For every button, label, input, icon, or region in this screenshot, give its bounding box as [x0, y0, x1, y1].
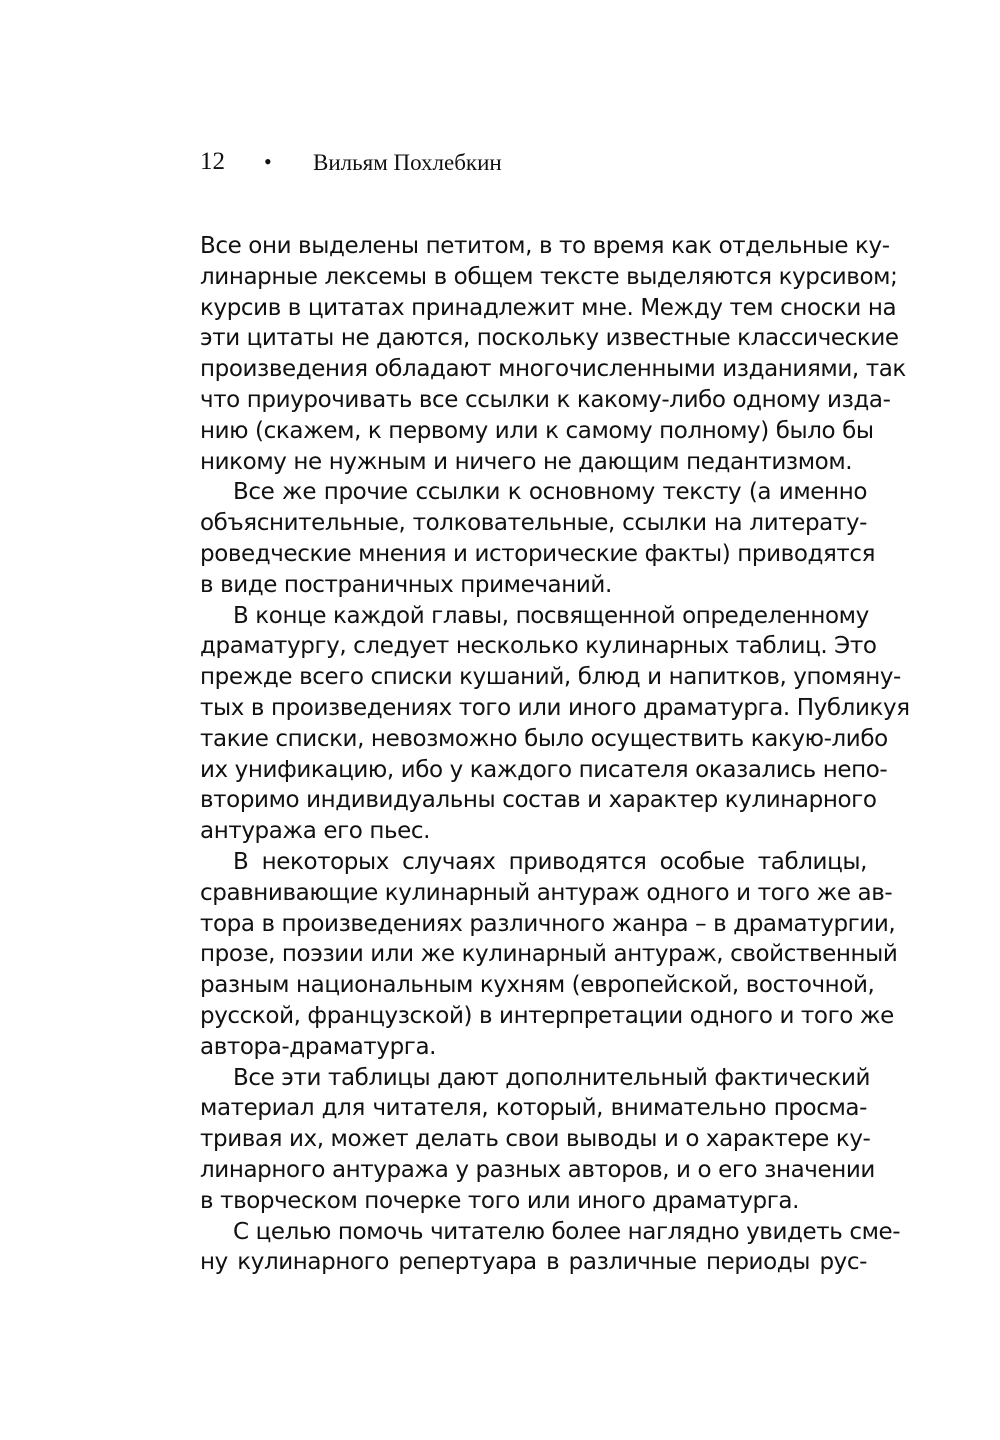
paragraph [200, 477, 876, 600]
text-line: В конце каждой главы, посвященной определенному [233, 602, 869, 629]
body-text [200, 231, 910, 1278]
text-line: Все же прочие ссылки к основному тексту (а именно [233, 479, 867, 506]
paragraph [200, 1063, 875, 1217]
text-line: их унификацию, ибо у каждого писателя оказались непо- [200, 756, 888, 783]
text-line: В некоторых случаях приводятся особые таблицы, [233, 848, 867, 875]
paragraph [200, 231, 906, 477]
text-line: в творческом почерке того или иного драматурга. [200, 1187, 800, 1214]
text-line: С целью помочь читателю более наглядно увидеть сме- [233, 1218, 901, 1245]
text-line: драматургу, следует несколько кулинарных таблиц. Это [200, 633, 877, 660]
header-separator: • [264, 149, 272, 174]
paragraph [200, 601, 910, 847]
text-line: что приурочивать все ссылки к какому-либо одному изда- [200, 386, 891, 413]
text-line: вторимо индивидуальны состав и характер кулинарного [200, 787, 877, 814]
text-line: Все они выделены петитом, в то время как отдельные ку- [200, 233, 890, 259]
text-line: нию (скажем, к первому или к самому полному) было бы [200, 417, 874, 444]
text-line: линарные лексемы в общем тексте выделяются курсивом; [200, 263, 898, 290]
paragraph [200, 1217, 901, 1279]
text-line: разным национальным кухням (европейской, восточной, [200, 972, 875, 999]
text-line: в виде постраничных примечаний. [200, 571, 612, 598]
text-line: прежде всего списки кушаний, блюд и напитков, упомяну- [200, 664, 901, 691]
text-line: тых в произведениях того или иного драматурга. Публикуя [200, 694, 910, 721]
text-line: эти цитаты не даются, поскольку известные классические [200, 325, 899, 352]
text-line: ну кулинарного репертуара в различные периоды рус- [200, 1249, 867, 1276]
text-line: сравнивающие кулинарный антураж одного и того же ав- [200, 879, 893, 906]
text-line: прозе, поэзии или же кулинарный антураж, свойственный [200, 941, 898, 968]
paragraph [200, 847, 898, 1063]
text-line: никому не нужным и ничего не дающим педантизмом. [200, 448, 853, 475]
text-line: тривая их, может делать свои выводы и о характере ку- [200, 1126, 871, 1153]
header-author: Вильям Похлебкин [313, 150, 502, 175]
text-line: линарного антуража у разных авторов, и о его значении [200, 1156, 875, 1183]
text-line: автора-драматурга. [200, 1033, 437, 1060]
text-line: Все эти таблицы дают дополнительный фактический [233, 1064, 871, 1091]
text-line: объяснительные, толковательные, ссылки на литерату- [200, 510, 867, 537]
text-line: курсив в цитатах принадлежит мне. Между тем сноски на [200, 294, 897, 321]
text-line: тора в произведениях различного жанра – в драматургии, [200, 910, 896, 937]
page-number: 12 [200, 148, 225, 175]
text-line: такие списки, невозможно было осуществить какую-либо [200, 725, 888, 752]
text-line: русской, французской) в интерпретации одного и того же [200, 1002, 894, 1029]
text-line: антуража его пьес. [200, 818, 431, 845]
text-line: произведения обладают многочисленными изданиями, так [200, 356, 906, 383]
text-line: материал для читателя, который, внимательно просма- [200, 1095, 867, 1122]
text-line: роведческие мнения и исторические факты) приводятся [200, 540, 876, 567]
